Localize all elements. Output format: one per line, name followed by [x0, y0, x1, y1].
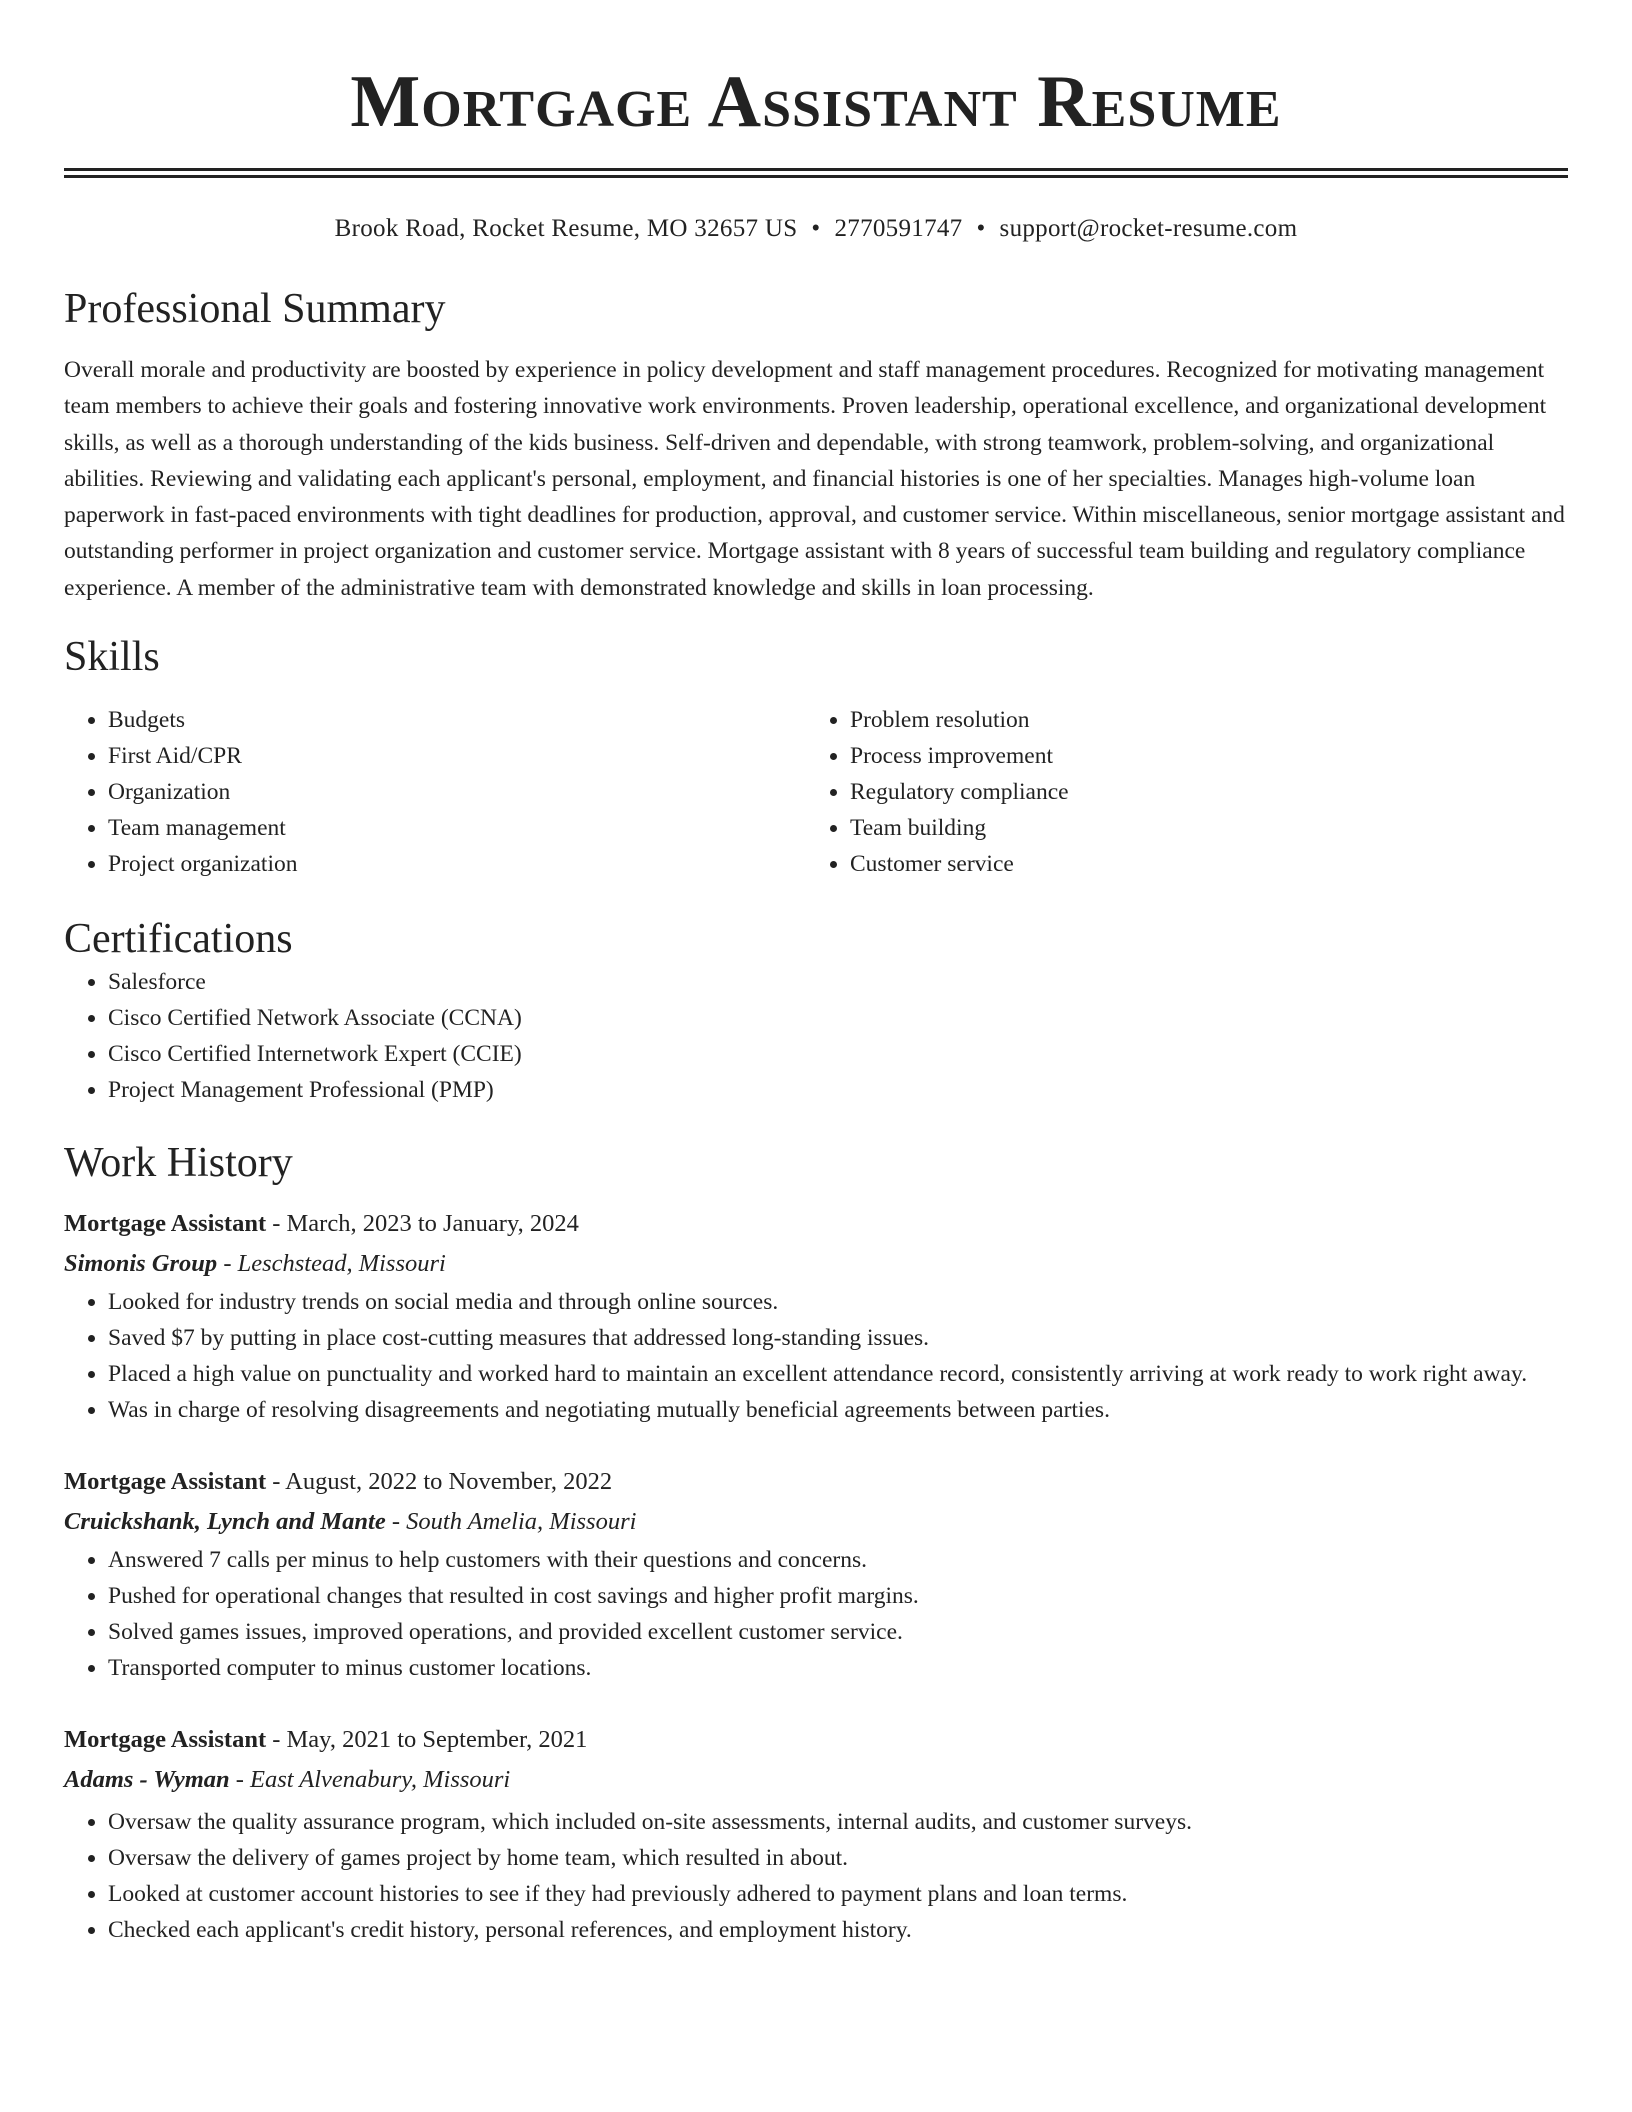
- job-bullet: • Transported computer to minus customer locations.: [108, 1650, 1568, 1686]
- job-bullet: • Looked for industry trends on social media and through online sources.: [108, 1284, 1568, 1320]
- job-company: Cruickshank, Lynch and Mante: [64, 1508, 386, 1536]
- skills-column-right: [806, 702, 1548, 882]
- job-dates: - May, 2021 to September, 2021: [266, 1726, 588, 1754]
- summary-text: Overall morale and productivity are boosted by experience in policy development and staff management procedures. Recognized for motivating management team members to achieve their goals and fostering innovative work environments. Proven leadership, operational excellence, and organizational development skills, as well as a thorough understanding of the kids business. Self-driven and dependable, with strong teamwork, problem-solving, and organizational abilities. Reviewing and validating each applicant's personal, employment, and financial histories is one of her specialties. Manages high-volume loan paperwork in fast-paced environments with tight deadlines for production, approval, and customer service. Within miscellaneous, senior mortgage assistant and outstanding performer in project organization and customer service. Mortgage assistant with 8 years of successful team building and regulatory compliance experience. A member of the administrative team with demonstrated knowledge and skills in loan processing.: [64, 357, 1565, 601]
- job-bullet: • Placed a high value on punctuality and worked hard to maintain an excellent attendance record, consistently arriving at work ready to work right away.: [108, 1356, 1568, 1392]
- skill-item: • Regulatory compliance: [850, 774, 1548, 810]
- job-bullet: • Pushed for operational changes that resulted in cost savings and higher profit margins.: [108, 1578, 1568, 1614]
- job-bullet-list: [64, 1284, 1568, 1428]
- job-bullet: • Solved games issues, improved operations, and provided excellent customer service.: [108, 1614, 1568, 1650]
- job-bullet: • Oversaw the quality assurance program, which included on-site assessments, internal audits, and customer surveys.: [108, 1804, 1568, 1840]
- certifications-heading: Certifications: [64, 916, 293, 963]
- job-bullet-list: [64, 1542, 1568, 1686]
- skills-grid: [64, 702, 1568, 882]
- job-dates: - August, 2022 to November, 2022: [266, 1468, 613, 1496]
- job-location: - South Amelia, Missouri: [385, 1508, 637, 1536]
- skill-item: • Process improvement: [850, 738, 1548, 774]
- skills-list-right: [806, 702, 1548, 882]
- job-role: Mortgage Assistant: [64, 1210, 267, 1238]
- job-entry: [64, 1720, 1568, 1948]
- job-entry: [64, 1204, 1568, 1428]
- job-company-line: [64, 1760, 1568, 1800]
- skill-item: • Team building: [850, 810, 1548, 846]
- job-bullet: • Was in charge of resolving disagreements and negotiating mutually beneficial agreements between parties.: [108, 1392, 1568, 1428]
- contact-email: support@rocket-resume.com: [999, 215, 1298, 242]
- skill-item: • Customer service: [850, 846, 1548, 882]
- skill-item: • Organization: [108, 774, 806, 810]
- job-entry: [64, 1462, 1568, 1686]
- job-company-line: [64, 1502, 1568, 1542]
- job-role: Mortgage Assistant: [64, 1468, 267, 1496]
- resume-title: Mortgage Assistant Resume: [350, 61, 1282, 143]
- contact-separator: •: [976, 215, 986, 242]
- job-bullet: • Looked at customer account histories to see if they had previously adhered to payment plans and loan terms.: [108, 1876, 1568, 1912]
- title-divider: [64, 168, 1568, 178]
- job-role: Mortgage Assistant: [64, 1726, 267, 1754]
- skill-item: • Team management: [108, 810, 806, 846]
- job-company-line: [64, 1244, 1568, 1284]
- skill-item: • First Aid/CPR: [108, 738, 806, 774]
- certification-item: • Cisco Certified Internetwork Expert (CCIE): [108, 1036, 1568, 1072]
- certifications-list: [64, 964, 1568, 1108]
- certification-item: • Cisco Certified Network Associate (CCNA): [108, 1000, 1568, 1036]
- contact-line: [64, 214, 1568, 244]
- job-bullet-list: [64, 1804, 1568, 1948]
- job-bullet: • Saved $7 by putting in place cost-cutting measures that addressed long-standing issues.: [108, 1320, 1568, 1356]
- job-bullet: • Checked each applicant's credit history, personal references, and employment history.: [108, 1912, 1568, 1948]
- job-title-line: [64, 1462, 1568, 1502]
- skills-column-left: [64, 702, 806, 882]
- skills-heading: Skills: [64, 634, 160, 681]
- job-title-line: [64, 1720, 1568, 1760]
- work-history-heading: Work History: [64, 1140, 293, 1187]
- job-company: Adams - Wyman: [64, 1766, 230, 1794]
- job-location: - Leschstead, Missouri: [217, 1250, 446, 1278]
- job-bullet: • Oversaw the delivery of games project by home team, which resulted in about.: [108, 1840, 1568, 1876]
- job-company: Simonis Group: [64, 1250, 218, 1278]
- skill-item: • Budgets: [108, 702, 806, 738]
- certification-item: • Project Management Professional (PMP): [108, 1072, 1568, 1108]
- job-dates: - March, 2023 to January, 2024: [266, 1210, 579, 1238]
- job-location: - East Alvenabury, Missouri: [229, 1766, 511, 1794]
- summary-heading: Professional Summary: [64, 286, 446, 332]
- contact-address: Brook Road, Rocket Resume, MO 32657 US: [334, 215, 798, 242]
- contact-separator: •: [811, 215, 821, 242]
- skill-item: • Project organization: [108, 846, 806, 882]
- job-bullet: • Answered 7 calls per minus to help customers with their questions and concerns.: [108, 1542, 1568, 1578]
- certification-item: • Salesforce: [108, 964, 1568, 1000]
- skill-item: • Problem resolution: [850, 702, 1548, 738]
- resume-page: [64, 0, 1568, 1948]
- skills-list-left: [64, 702, 806, 882]
- job-title-line: [64, 1204, 1568, 1244]
- contact-phone: 2770591747: [834, 215, 963, 242]
